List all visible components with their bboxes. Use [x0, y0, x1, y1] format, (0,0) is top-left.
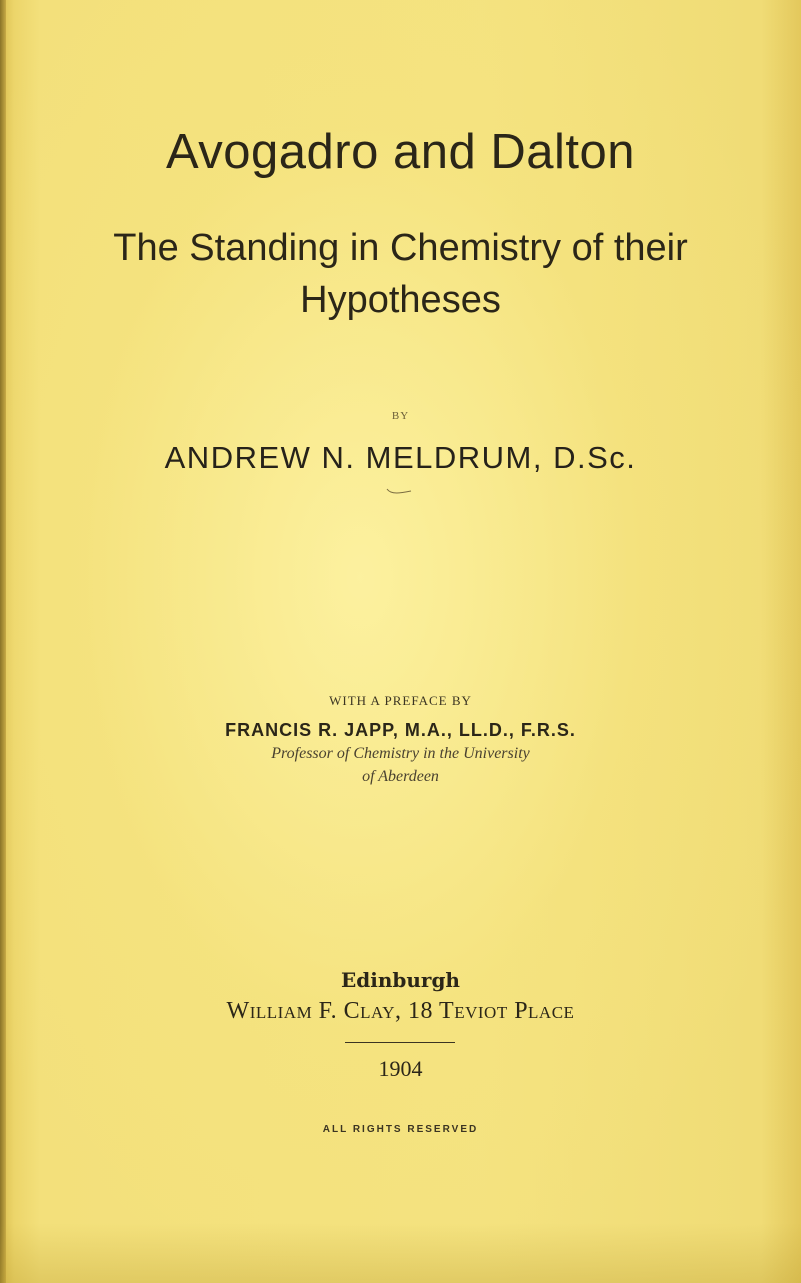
- rights-notice: ALL RIGHTS RESERVED: [322, 1124, 479, 1135]
- by-label: BY: [391, 410, 410, 422]
- subtitle-line: The Standing in Chemistry of their: [113, 227, 688, 269]
- divider-rule: [345, 1042, 455, 1043]
- book-title: Avogadro and Dalton: [166, 125, 635, 179]
- book-subtitle: [0, 222, 801, 326]
- author-name: ANDREW N. MELDRUM, D.Sc.: [164, 440, 637, 475]
- preface-author: FRANCIS R. JAPP, M.A., LL.D., F.R.S.: [225, 720, 576, 740]
- page-shadow: [0, 1223, 801, 1283]
- binding-edge: [0, 0, 6, 1283]
- preface-author-role: [0, 742, 801, 788]
- subtitle-line: Hypotheses: [300, 279, 501, 321]
- publisher-line: William F. Clay, 18 Teviot Place: [226, 998, 575, 1024]
- publication-year: 1904: [378, 1056, 423, 1081]
- preface-intro: WITH A PREFACE BY: [329, 693, 472, 708]
- role-line: of Aberdeen: [362, 768, 439, 785]
- flourish-ornament: [385, 486, 413, 496]
- imprint-city: Edinburgh: [341, 968, 460, 992]
- role-line: Professor of Chemistry in the University: [271, 745, 530, 762]
